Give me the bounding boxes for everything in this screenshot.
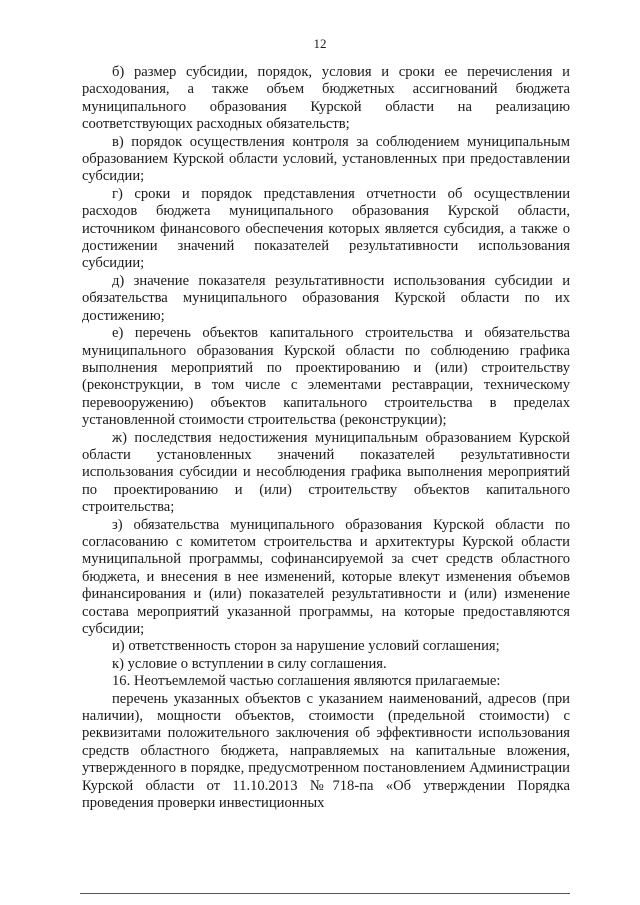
- paragraph-e: е) перечень объектов капитального строительства и обязательства муниципального образования Курской области по соблюдению графика выполнения мероприятий по проектированию и (или) строительству (реконструкции, в том числе с элементами реставрации, техническому перевооружению) объектов капитального строительства в пределах установленной стоимости строительства (реконструкции);: [82, 325, 570, 429]
- document-body: [82, 64, 570, 812]
- paragraph-v: в) порядок осуществления контроля за соблюдением муниципальным образованием Курской области условий, установленных при предоставлении субсидии;: [82, 133, 570, 185]
- paragraph-zh: ж) последствия недостижения муниципальным образованием Курской области установленных значений показателей результативности использования субсидии и несоблюдения графика выполнения мероприятий по проектированию и (или) строительству объектов капитального строительства;: [82, 429, 570, 516]
- bottom-rule: [80, 893, 570, 894]
- paragraph-k: к) условие о вступлении в силу соглашения.: [112, 655, 387, 672]
- paragraph-z: з) обязательства муниципального образования Курской области по согласованию с комитетом строительства и архитектуры Курской области муниципальной программы, софинансируемой за счет средств областного бюджета, и внесения в нее изменений, которые влекут изменения объемов финансирования и (или) показателей результативности и (или) изменение состава мероприятий указанной программы, на которые предоставляются субсидии;: [82, 516, 570, 637]
- page-number: 12: [313, 36, 327, 51]
- paragraph-16: 16. Неотъемлемой частью соглашения являются прилагаемые:: [112, 673, 501, 690]
- paragraph-i: и) ответственность сторон за нарушение условий соглашения;: [112, 638, 500, 655]
- paragraph-d: д) значение показателя результативности использования субсидии и обязательства муниципального образования Курской области по их достижению;: [82, 272, 570, 324]
- paragraph-g: г) сроки и порядок представления отчетности об осуществлении расходов бюджета муниципального образования Курской области, источником финансового обеспечения которых является субсидия, а также о достижении значений показателей результативности использования субсидии;: [82, 185, 570, 272]
- paragraph-objects-list: перечень указанных объектов с указанием наименований, адресов (при наличии), мощности объектов, стоимости (предельной стоимости) с реквизитами положительного заключения об эффективности использования средств областного бюджета, направляемых на капитальные вложения, утвержденного в порядке, предусмотренном постановлением Администрации Курской области от 11.10.2013 №718-па «Об утверждении Порядка проведения проверки инвестиционных: [82, 690, 570, 812]
- paragraph-b: б) размер субсидии, порядок, условия и сроки ее перечисления и расходования, а также объем бюджетных ассигнований бюджета муниципального образования Курской области на реализацию соответствующих расходных обязательств;: [82, 64, 570, 133]
